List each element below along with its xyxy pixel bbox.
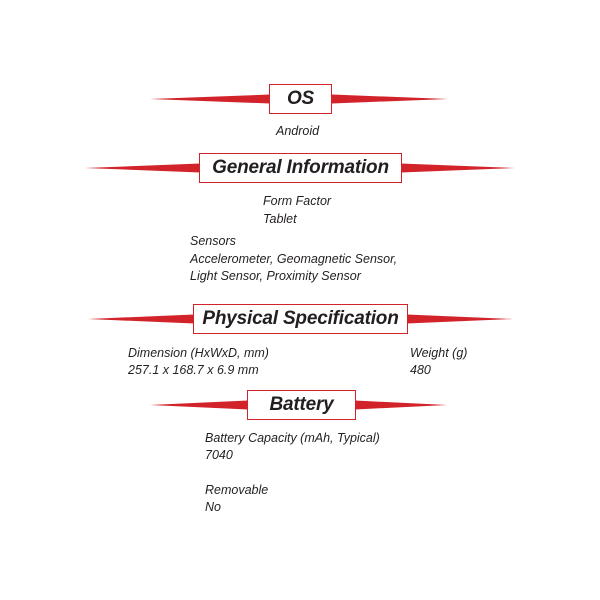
- os-section-title: OS: [269, 84, 332, 114]
- sensors-label: Sensors: [190, 234, 236, 248]
- os-value: Android: [276, 124, 320, 138]
- removable-label: Removable: [205, 483, 269, 497]
- dimension-label: Dimension (HxWxD, mm): [128, 346, 269, 360]
- removable-value: No: [205, 500, 221, 514]
- dimension-value: 257.1 x 168.7 x 6.9 mm: [128, 363, 259, 377]
- battery-capacity-value: 7040: [205, 448, 233, 462]
- weight-value: 480: [410, 363, 431, 377]
- battery-capacity-label: Battery Capacity (mAh, Typical): [205, 431, 380, 445]
- battery-section-title: Battery: [247, 390, 356, 420]
- form-factor-label: Form Factor: [263, 194, 332, 208]
- physical-section-title: Physical Specification: [193, 304, 408, 334]
- form-factor-value: Tablet: [263, 212, 297, 226]
- weight-label: Weight (g): [410, 346, 468, 360]
- sensors-value-line2: Light Sensor, Proximity Sensor: [190, 269, 361, 283]
- general-section-title: General Information: [199, 153, 402, 183]
- sensors-value-line1: Accelerometer, Geomagnetic Sensor,: [190, 252, 398, 266]
